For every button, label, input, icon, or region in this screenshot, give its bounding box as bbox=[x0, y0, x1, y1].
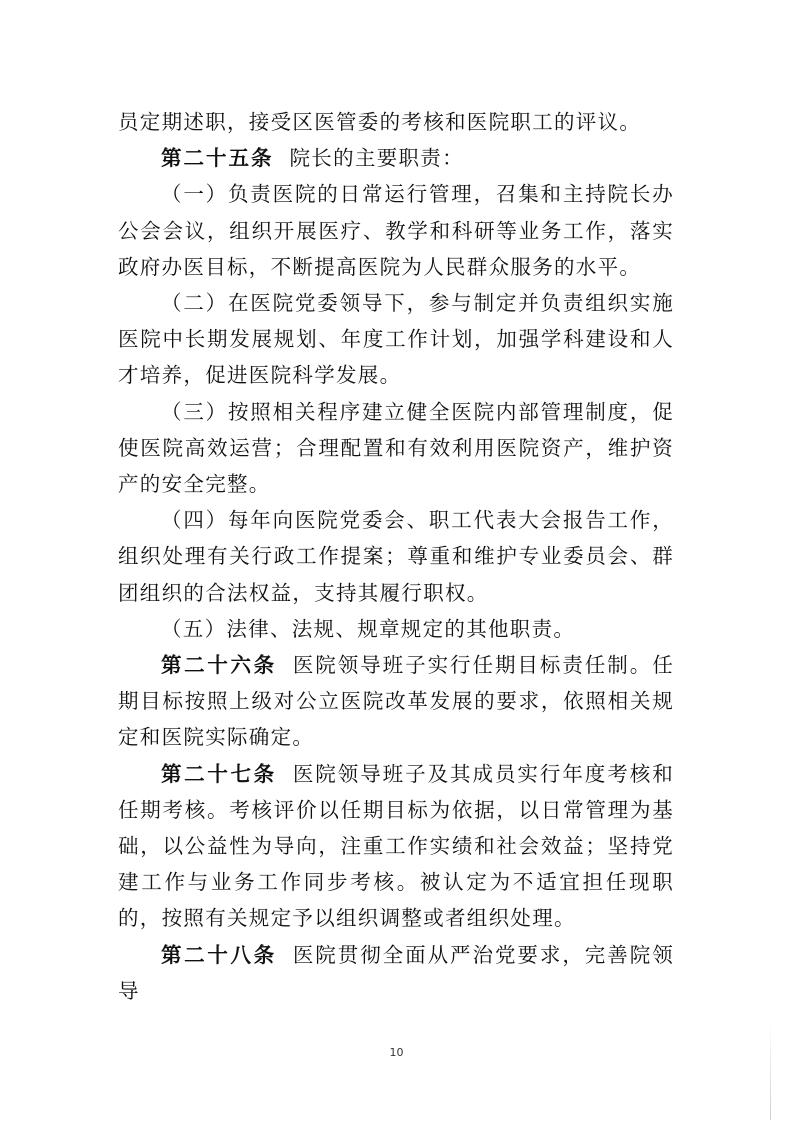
paragraph-text: （一）负责医院的日常运行管理，召集和主持院长办公会会议，组织开展医疗、教学和科研等业务工作，落实政府办医目标，不断提高医院为人民群众服务的水平。 bbox=[118, 182, 674, 279]
paragraph-text: （二）在医院党委领导下，参与制定并负责组织实施医院中长期发展规划、年度工作计划，加强学科建设和人才培养，促进医院科学发展。 bbox=[118, 291, 674, 388]
paragraph-item-4 bbox=[118, 502, 674, 611]
page-number: 10 bbox=[389, 1046, 404, 1059]
paragraph-text: （五）法律、法规、规章规定的其他职责。 bbox=[161, 616, 576, 641]
paragraph-text: （四）每年向医院党委会、职工代表大会报告工作，组织处理有关行政工作提案；尊重和维护专业委员会、群团组织的合法权益，支持其履行职权。 bbox=[118, 508, 674, 605]
paragraph-text: 医院领导班子实行任期目标责任制。任期目标按照上级对公立医院改革发展的要求，依照相关规定和医院实际确定。 bbox=[118, 653, 674, 750]
article-heading: 第二十五条 bbox=[161, 146, 274, 171]
scan-artifact-line bbox=[770, 1020, 771, 1120]
article-heading: 第二十六条 bbox=[161, 653, 277, 678]
article-heading: 第二十七条 bbox=[161, 761, 277, 786]
article-heading: 第二十八条 bbox=[161, 942, 277, 967]
paragraph-text: 员定期述职，接受区医管委的考核和医院职工的评议。 bbox=[118, 110, 642, 134]
paragraph-article-27 bbox=[118, 756, 674, 937]
body-text bbox=[118, 104, 674, 1009]
paragraph-item-1 bbox=[118, 176, 674, 285]
paragraph-article-25 bbox=[118, 140, 674, 176]
paragraph-item-3 bbox=[118, 394, 674, 503]
paragraph-text: 医院贯彻全面从严治党要求，完善院领导 bbox=[118, 942, 674, 1003]
paragraph-item-2 bbox=[118, 285, 674, 394]
paragraph-text: （三）按照相关程序建立健全医院内部管理制度，促使医院高效运营；合理配置和有效利用医院资产，维护资产的安全完整。 bbox=[118, 399, 674, 497]
paragraph-article-26 bbox=[118, 647, 674, 756]
paragraph bbox=[118, 104, 674, 140]
paragraph-text: 医院领导班子及其成员实行年度考核和任期考核。考核评价以任期目标为依据，以日常管理为基础，以公益性为导向，注重工作实绩和社会效益；坚持党建工作与业务工作同步考核。被认定为不适宜担任现职的，按照有关规定予以组织调整或者组织处理。 bbox=[118, 761, 674, 931]
paragraph-item-5 bbox=[118, 611, 674, 647]
paragraph-text: 院长的主要职责： bbox=[289, 146, 464, 171]
paragraph-article-28 bbox=[118, 937, 674, 1009]
